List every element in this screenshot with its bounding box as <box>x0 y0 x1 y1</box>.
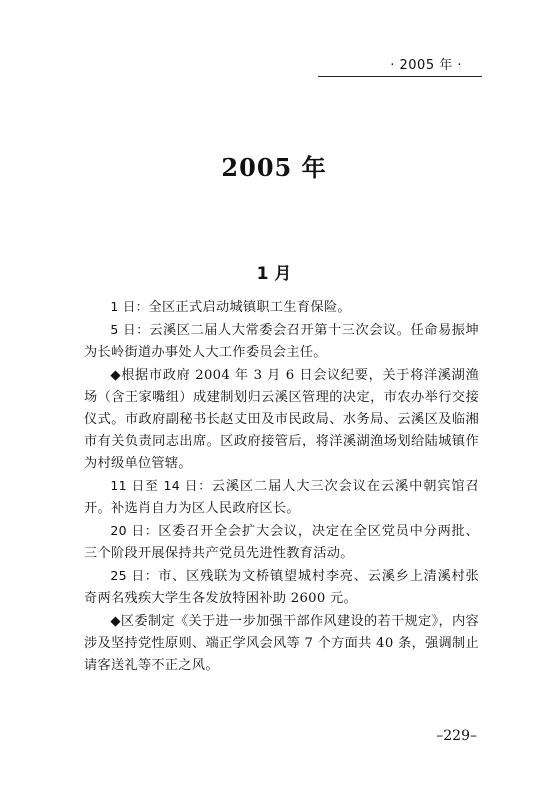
entry-6 <box>84 565 479 610</box>
chronicle-entries <box>84 296 479 677</box>
entry-text: 全区正式启动城镇职工生育保险。 <box>148 300 351 315</box>
entry-date: 5 日： <box>110 322 150 337</box>
entry-date: 1 日： <box>110 299 149 314</box>
entry-2 <box>84 319 479 364</box>
entry-4 <box>84 475 479 520</box>
entry-7 <box>84 610 479 677</box>
entry-text: 区委召开全会扩大会议，决定在全区党员中分两批、三个阶段开展保持共产党员先进性教育活动。 <box>84 524 479 561</box>
month-title: 1 月 <box>256 264 292 284</box>
entry-text: ◆根据市政府 2004 年 3 月 6 日会议纪要，关于将洋溪湖渔场（含王家嘴组）成建制划归云溪区管理的决定，市农办举行交接仪式。市政府副秘书长赵丈田及市民政局、水务局、云溪区及临湘市有关负责同志出席。区政府接管后，将洋溪湖渔场划给陆城镇作为村级单位管辖。 <box>84 368 479 471</box>
entry-text: 云溪区二届人大常委会召开第十三次会议。任命易振坤为长岭街道办事处人大工作委员会主任。 <box>84 323 479 360</box>
header-rule <box>318 76 482 77</box>
year-title: 2005 年 <box>221 153 327 182</box>
entry-text: 云溪区二届人大三次会议在云溪中朝宾馆召开。补选肖自力为区人民政府区长。 <box>84 479 479 516</box>
entry-date: 20 日： <box>110 523 159 538</box>
entry-3 <box>84 364 479 475</box>
entry-date: 25 日： <box>110 568 159 583</box>
entry-date: 11 日至 14 日： <box>110 478 212 493</box>
entry-5 <box>84 520 479 565</box>
entry-1 <box>84 296 479 319</box>
page-number: –229– <box>436 728 477 744</box>
entry-text: 市、区残联为文桥镇望城村李亮、云溪乡上清溪村张奇两名残疾大学生各发放特困补助 2600 元。 <box>84 569 479 606</box>
entry-text: ◆区委制定《关于进一步加强干部作风建设的若干规定》，内容涉及坚持党性原则、端正学风会风等 7 个方面共 40 条，强调制止请客送礼等不正之风。 <box>84 614 479 673</box>
running-head: · 2005 年 · <box>390 58 462 73</box>
